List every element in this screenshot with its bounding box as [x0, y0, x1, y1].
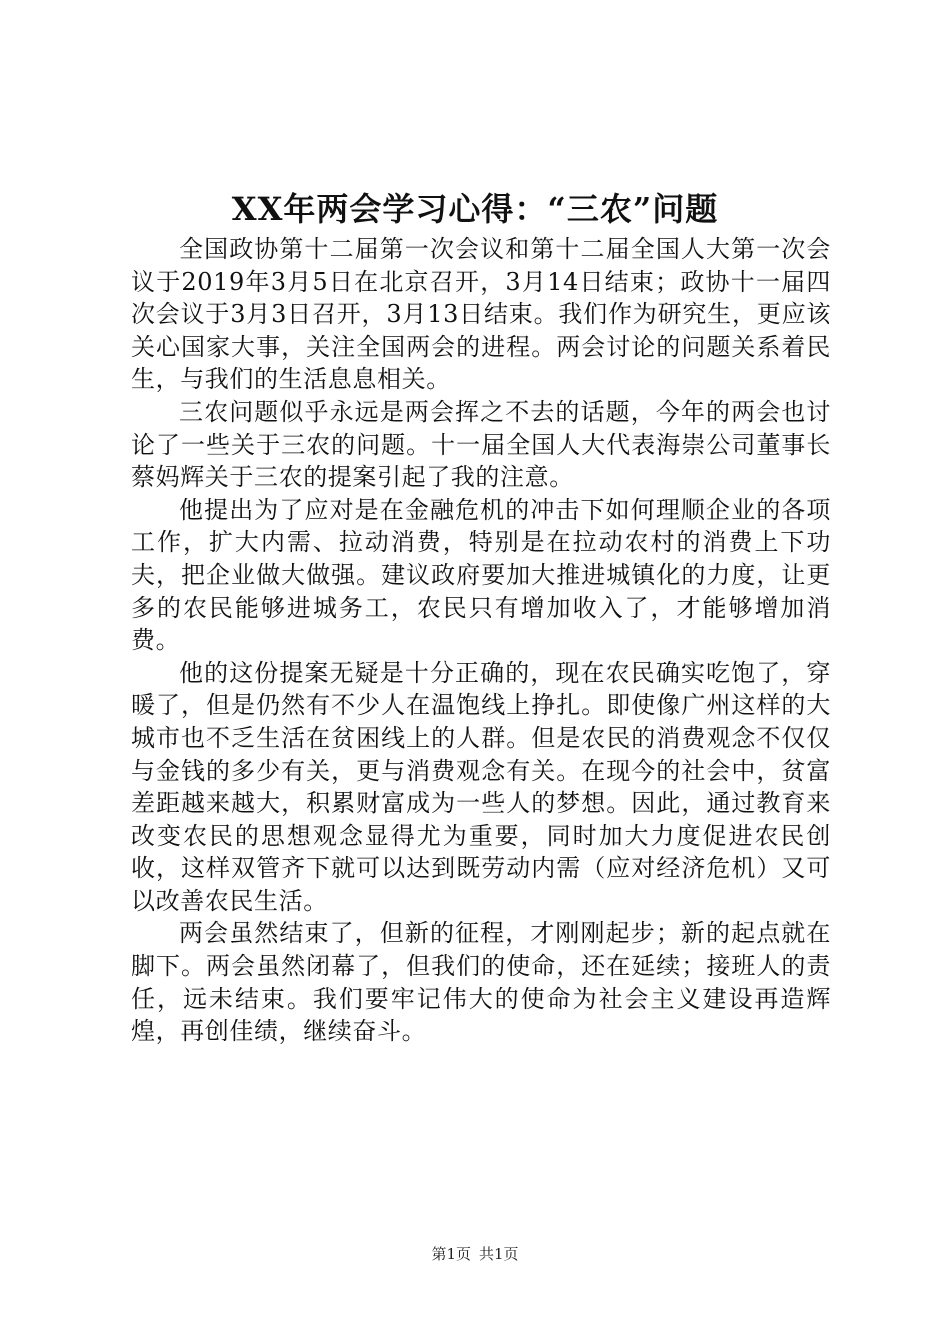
paragraph-5: 两会虽然结束了，但新的征程，才刚刚起步；新的起点就在脚下。两会虽然闭幕了，但我们的使命，还在延续；接班人的责任，远未结束。我们要牢记伟大的使命为社会主义建设再造辉煌，再创佳绩，继续奋斗。: [131, 919, 831, 1046]
page-number-total: 共1页: [479, 1245, 519, 1263]
paragraph-3: 他提出为了应对是在金融危机的冲击下如何理顺企业的各项工作，扩大内需、拉动消费，特别是在拉动农村的消费上下功夫，把企业做大做强。建议政府要加大推进城镇化的力度，让更多的农民能够进城务工，农民只有增加收入了，才能够增加消费。: [131, 495, 831, 655]
page-footer: [0, 1244, 950, 1264]
paragraph-1: 全国政协第十二届第一次会议和第十二届全国人大第一次会议于2019年3月5日在北京召开，3月14日结束；政协十一届四次会议于3月3日召开，3月13日结束。我们作为研究生，更应该关心国家大事，关注全国两会的进程。两会讨论的问题关系着民生，与我们的生活息息相关。: [131, 235, 831, 394]
document-body: [131, 233, 831, 1048]
paragraph-4: 他的这份提案无疑是十分正确的，现在农民确实吃饱了，穿暖了，但是仍然有不少人在温饱线上挣扎。即使像广州这样的大城市也不乏生活在贫困线上的人群。但是农民的消费观念不仅仅与金钱的多少有关，更与消费观念有关。在现今的社会中，贫富差距越来越大，积累财富成为一些人的梦想。因此，通过教育来改变农民的思想观念显得尤为重要，同时加大力度促进农民创收，这样双管齐下就可以达到既劳动内需（应对经济危机）又可以改善农民生活。: [131, 658, 831, 915]
document-title: XX年两会学习心得：“三农”问题: [231, 190, 719, 228]
page-number-current: 第1页: [431, 1245, 471, 1263]
paragraph-2: 三农问题似乎永远是两会挥之不去的话题，今年的两会也讨论了一些关于三农的问题。十一届全国人大代表海崇公司董事长蔡妈辉关于三农的提案引起了我的注意。: [131, 397, 831, 492]
